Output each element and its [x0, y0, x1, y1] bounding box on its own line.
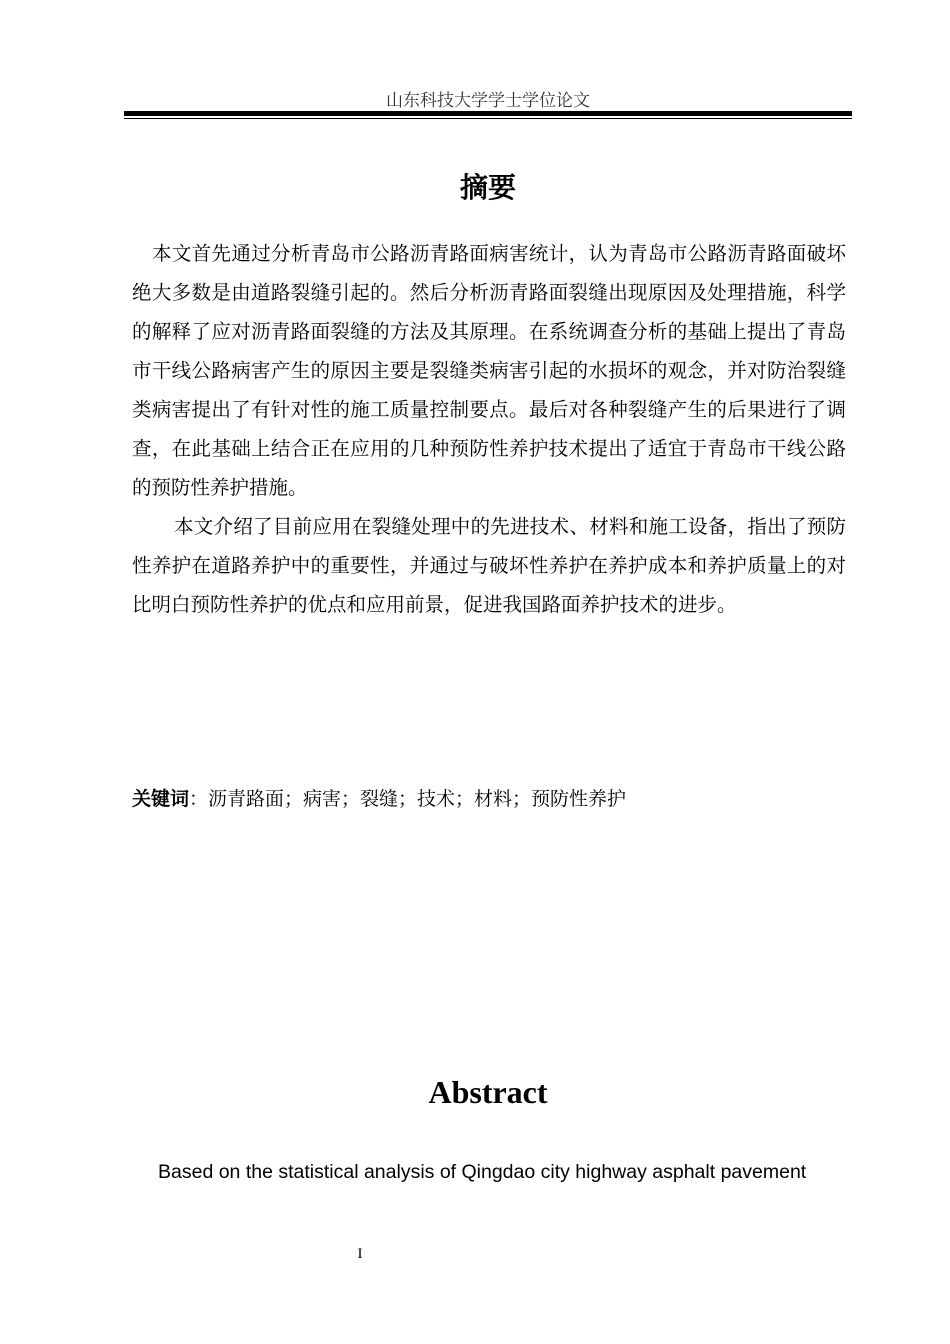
abstract-en-title: Abstract: [428, 1074, 548, 1110]
keywords-line: [132, 782, 846, 816]
abstract-en-first-line: Based on the statistical analysis of Qingdao city highway asphalt pavement: [158, 1161, 807, 1183]
abstract-cn-body: [132, 234, 846, 624]
header-rule-thin: [124, 118, 852, 119]
keywords-separator: ：: [189, 788, 209, 810]
running-header: 山东科技大学学士学位论文: [386, 91, 590, 111]
header-rule-thick: [124, 111, 852, 116]
keywords-list: 沥青路面；病害；裂缝；技术；材料；预防性养护: [208, 788, 627, 810]
abstract-cn-paragraph-2: 本文介绍了目前应用在裂缝处理中的先进技术、材料和施工设备，指出了预防性养护在道路养护中的重要性，并通过与破坏性养护在养护成本和养护质量上的对比明白预防性养护的优点和应用前景，促进我国路面养护技术的进步。: [132, 515, 846, 616]
page-number: I: [357, 1246, 363, 1262]
keywords-label: 关键词: [132, 788, 190, 810]
abstract-cn-title: 摘要: [459, 171, 516, 204]
abstract-cn-paragraph-1: 本文首先通过分析青岛市公路沥青路面病害统计，认为青岛市公路沥青路面破坏绝大多数是由道路裂缝引起的。然后分析沥青路面裂缝出现原因及处理措施，科学的解释了应对沥青路面裂缝的方法及其原理。在系统调查分析的基础上提出了青岛市干线公路病害产生的原因主要是裂缝类病害引起的水损坏的观念，并对防治裂缝类病害提出了有针对性的施工质量控制要点。最后对各种裂缝产生的后果进行了调查，在此基础上结合正在应用的几种预防性养护技术提出了适宜于青岛市干线公路的预防性养护措施。: [132, 242, 846, 499]
